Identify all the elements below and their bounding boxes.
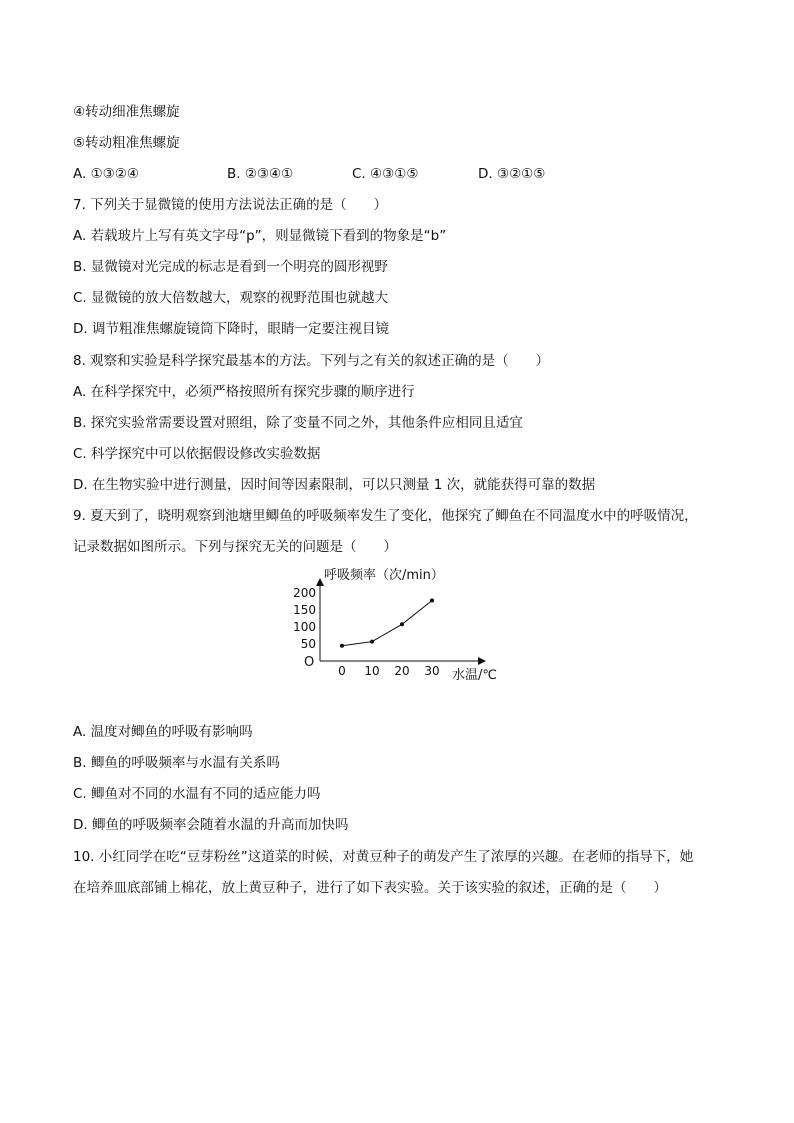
data-point bbox=[340, 644, 344, 648]
y-tick-label: 50 bbox=[300, 637, 316, 651]
y-tick-label: 200 bbox=[293, 586, 316, 600]
data-point bbox=[370, 640, 374, 644]
q8-option-c: C. 科学探究中可以依据假设修改实验数据 bbox=[73, 446, 321, 462]
x-axis-label: 水温/℃ bbox=[452, 668, 497, 683]
y-axis-label: 呼吸频率（次/min） bbox=[324, 568, 444, 583]
q8-stem: 8. 观察和实验是科学探究最基本的方法。下列与之有关的叙述正确的是（ ） bbox=[73, 353, 550, 369]
x-tick-label: 10 bbox=[364, 664, 380, 678]
q9-stem-line1: 9. 夏天到了，晓明观察到池塘里鲫鱼的呼吸频率发生了变化，他探究了鲫鱼在不同温度水中的呼吸情况， bbox=[73, 508, 698, 524]
q10-stem-line1: 10. 小红同学在吃“豆芽粉丝”这道菜的时候，对黄豆种子的萌发产生了浓厚的兴趣。在老师的指导下，她 bbox=[73, 849, 694, 865]
q6-option-b: B. ②③④① bbox=[227, 166, 294, 182]
x-tick-label: 0 bbox=[338, 664, 346, 678]
q7-option-d: D. 调节粗准焦螺旋镜筒下降时，眼睛一定要注视目镜 bbox=[73, 321, 389, 337]
q8-option-d: D. 在生物实验中进行测量，因时间等因素限制，可以只测量 1 次，就能获得可靠的数据 bbox=[73, 477, 596, 493]
q6-option-c: C. ④③①⑤ bbox=[352, 166, 419, 182]
q9-option-d: D. 鲫鱼的呼吸频率会随着水温的升高而加快吗 bbox=[73, 817, 349, 833]
q9-option-b: B. 鲫鱼的呼吸频率与水温有关系吗 bbox=[73, 755, 280, 771]
respiration-chart bbox=[290, 562, 520, 687]
step-5: ⑤转动粗准焦螺旋 bbox=[73, 135, 180, 151]
q8-option-b: B. 探究实验常需要设置对照组，除了变量不同之外，其他条件应相同且适宜 bbox=[73, 415, 523, 431]
step-4: ④转动细准焦螺旋 bbox=[73, 104, 180, 120]
q7-stem: 7. 下列关于显微镜的使用方法说法正确的是（ ） bbox=[73, 197, 388, 213]
q7-option-a: A. 若载玻片上写有英文字母“p”，则显微镜下看到的物象是“b” bbox=[73, 228, 447, 244]
origin-label: O bbox=[304, 655, 315, 670]
x-tick-label: 30 bbox=[424, 664, 440, 678]
q6-option-d: D. ③②①⑤ bbox=[478, 166, 546, 182]
q9-stem-line2: 记录数据如图所示。下列与探究无关的问题是（ ） bbox=[73, 539, 397, 555]
q10-stem-line2: 在培养皿底部铺上棉花，放上黄豆种子，进行了如下表实验。关于该实验的叙述，正确的是（ ） bbox=[73, 880, 667, 896]
q9-option-a: A. 温度对鲫鱼的呼吸有影响吗 bbox=[73, 724, 253, 740]
x-tick-label: 20 bbox=[394, 664, 410, 678]
series-line bbox=[342, 600, 432, 645]
y-tick-label: 100 bbox=[293, 620, 316, 634]
data-point bbox=[430, 598, 434, 602]
y-tick-label: 150 bbox=[293, 603, 316, 617]
q7-option-c: C. 显微镜的放大倍数越大，观察的视野范围也就越大 bbox=[73, 290, 389, 306]
q8-option-a: A. 在科学探究中，必须严格按照所有探究步骤的顺序进行 bbox=[73, 384, 415, 400]
data-point bbox=[400, 622, 404, 626]
q6-option-a: A. ①③②④ bbox=[73, 166, 139, 182]
q7-option-b: B. 显微镜对光完成的标志是看到一个明亮的圆形视野 bbox=[73, 259, 388, 275]
q9-option-c: C. 鲫鱼对不同的水温有不同的适应能力吗 bbox=[73, 786, 321, 802]
